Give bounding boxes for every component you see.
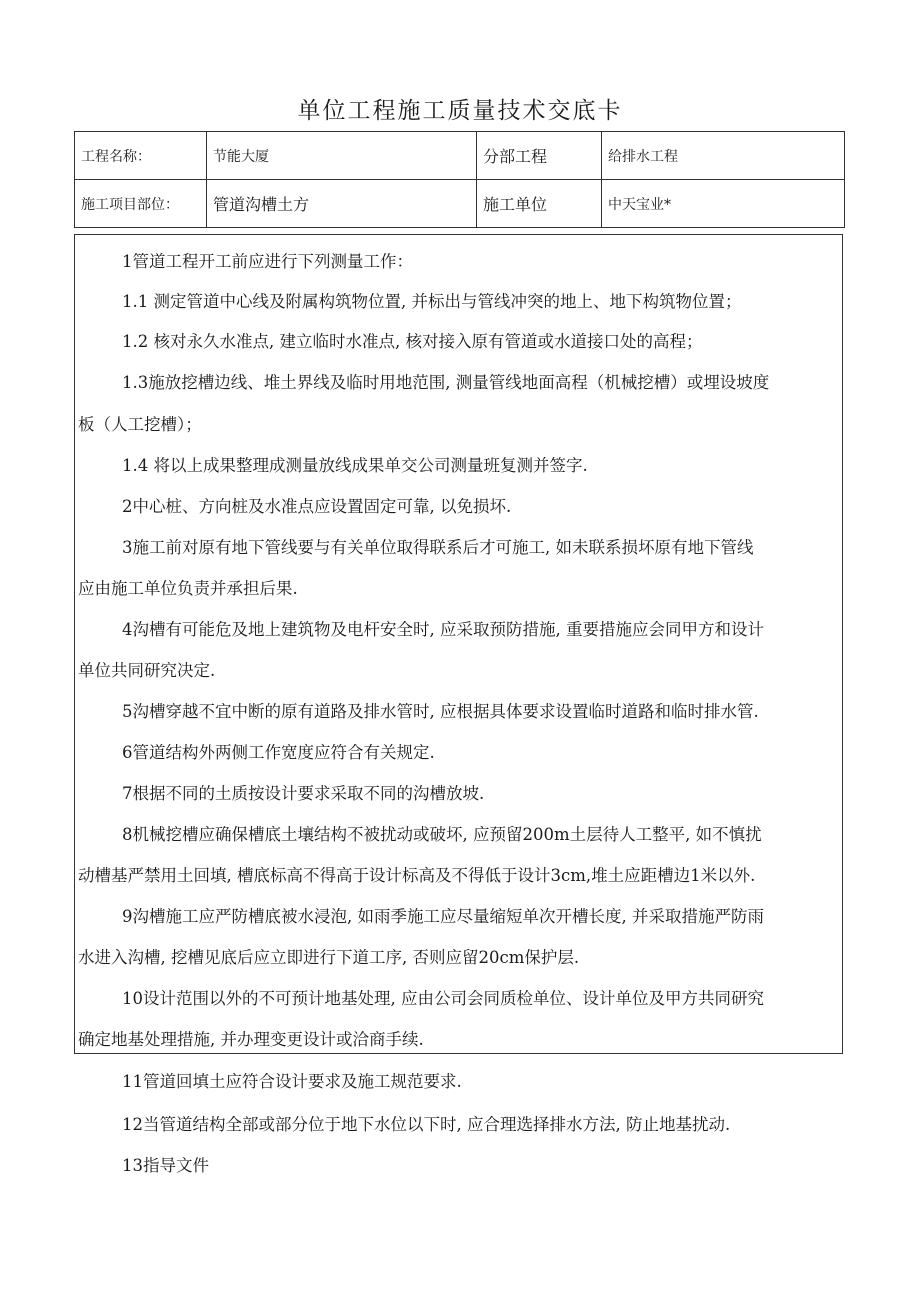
text-line: 12当管道结构全部或部分位于地下水位以下时, 应合理选择排水方法, 防止地基扰动. xyxy=(122,1115,731,1134)
text-line: 8机械挖槽应确保槽底土壤结构不被扰动或破坏, 应预留200m土层待人工整平, 如不慎扰 xyxy=(122,825,762,844)
text-line: 11管道回填土应符合设计要求及施工规范要求. xyxy=(122,1072,462,1091)
value-project-name: 节能大厦 xyxy=(207,132,477,180)
text-line: 1.2 核对永久水准点, 建立临时水准点, 核对接入原有管道或水道接口处的高程； xyxy=(122,332,703,351)
info-row-project xyxy=(75,132,845,180)
text-line: 动槽基严禁用土回填, 槽底标高不得高于设计标高及不得低于设计3cm,堆土应距槽边1米以外. xyxy=(78,866,756,885)
label-project-name: 工程名称： xyxy=(75,132,207,180)
label-sub-project: 分部工程 xyxy=(477,132,602,180)
text-line: 1.3施放挖槽边线、堆土界线及临时用地范围, 测量管线地面高程（机械挖槽）或埋设坡度 xyxy=(122,373,770,392)
text-line: 9沟槽施工应严防槽底被水浸泡, 如雨季施工应尽量缩短单次开槽长度, 并采取措施严防雨 xyxy=(122,907,764,926)
value-construction-part: 管道沟槽土方 xyxy=(207,180,477,228)
text-line: 13指导文件 xyxy=(122,1156,209,1175)
value-construction-unit: 中天宝业* xyxy=(602,180,845,228)
text-line: 6管道结构外两侧工作宽度应符合有关规定. xyxy=(122,743,435,762)
text-line: 2中心桩、方向桩及水准点应设置固定可靠, 以免损坏. xyxy=(122,497,512,516)
text-line: 5沟槽穿越不宜中断的原有道路及排水管时, 应根据具体要求设置临时道路和临时排水管. xyxy=(122,702,759,721)
text-line: 1.1 测定管道中心线及附属构筑物位置, 并标出与管线冲突的地上、地下构筑物位置； xyxy=(122,292,742,311)
text-line: 3施工前对原有地下管线要与有关单位取得联系后才可施工, 如未联系损坏原有地下管线 xyxy=(122,538,754,557)
label-construction-part: 施工项目部位： xyxy=(75,180,207,228)
value-sub-project: 给排水工程 xyxy=(602,132,845,180)
text-line: 水进入沟槽, 挖槽见底后应立即进行下道工序, 否则应留20cm保护层. xyxy=(78,948,580,967)
label-construction-unit: 施工单位 xyxy=(477,180,602,228)
text-line: 单位共同研究决定. xyxy=(78,661,216,680)
text-line: 4沟槽有可能危及地上建筑物及电杆安全时, 应采取预防措施, 重要措施应会同甲方和设计 xyxy=(122,620,764,639)
text-line: 1管道工程开工前应进行下列测量工作： xyxy=(122,252,413,271)
text-line: 1.4 将以上成果整理成测量放线成果单交公司测量班复测并签字. xyxy=(122,456,588,475)
page-title: 单位工程施工质量技术交底卡 xyxy=(297,98,623,124)
text-line: 板（人工挖槽）； xyxy=(78,415,202,434)
text-line: 7根据不同的土质按设计要求采取不同的沟槽放坡. xyxy=(122,784,485,803)
info-table xyxy=(74,131,845,228)
text-line: 应由施工单位负责并承担后果. xyxy=(78,579,298,598)
info-row-part xyxy=(75,180,845,228)
text-line: 10设计范围以外的不可预计地基处理, 应由公司会同质检单位、设计单位及甲方共同研究 xyxy=(122,989,764,1008)
text-line: 确定地基处理措施, 并办理变更设计或洽商手续. xyxy=(78,1030,424,1049)
